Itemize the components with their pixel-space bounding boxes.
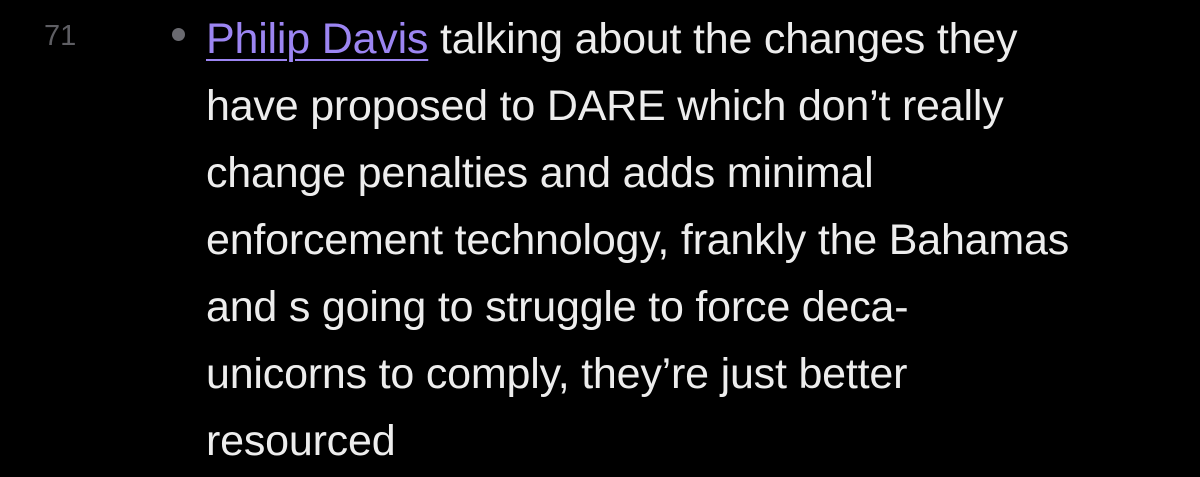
mention-link[interactable]: Philip Davis [206, 15, 429, 63]
note-paragraph [206, 6, 1166, 475]
text-line [206, 6, 1166, 73]
text-line: change penalties and adds minimal [206, 149, 874, 197]
text-segment: talking about the changes they [428, 15, 1018, 63]
text-line: enforcement technology, frankly the Bahamas [206, 216, 1070, 264]
line-number: 71 [44, 20, 77, 52]
text-line: unicorns to comply, they’re just better [206, 350, 908, 398]
text-line: and s going to struggle to force deca- [206, 283, 909, 331]
text-line: have proposed to DARE which don’t really [206, 82, 1004, 130]
bullet-icon [172, 28, 185, 41]
text-line: resourced [206, 417, 396, 465]
